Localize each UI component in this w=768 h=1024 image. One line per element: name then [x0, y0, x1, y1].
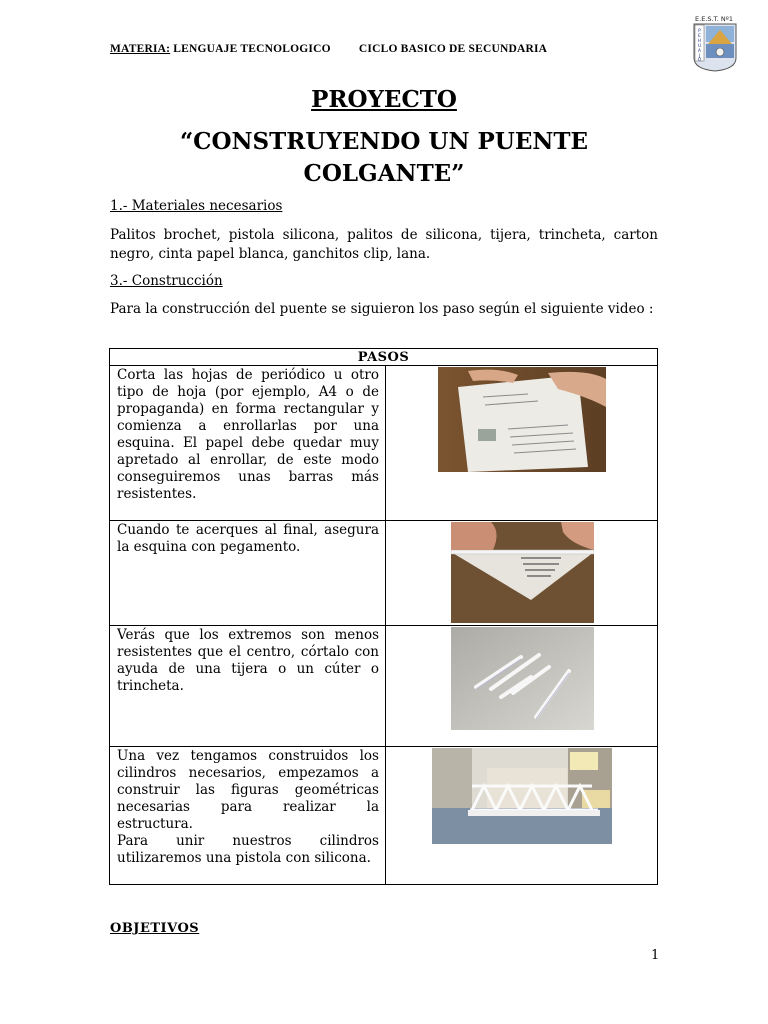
page-header	[110, 43, 547, 55]
svg-text:H: H	[697, 39, 702, 44]
gluing-paper-corner-photo	[451, 522, 594, 623]
hands-rolling-paper-photo	[438, 367, 606, 472]
paper-bridge-structure-photo	[432, 748, 612, 844]
materia-value: LENGUAJE TECNOLOGICO	[173, 43, 331, 55]
step-text: Verás que los extremos son menos resistentes que el centro, córtalo con ayuda de una tijera o un cúter o trincheta.	[110, 626, 386, 747]
page-number: 1	[651, 948, 660, 963]
svg-text:E: E	[698, 34, 701, 39]
step-text: Cuando te acerques al final, asegura la esquina con pegamento.	[110, 521, 386, 626]
steps-table	[109, 348, 658, 885]
table-row	[110, 626, 658, 747]
svg-text:P: P	[698, 29, 701, 34]
svg-text:J: J	[698, 54, 701, 59]
ciclo-label: CICLO BASICO DE SECUNDARIA	[358, 43, 548, 55]
svg-text:A: A	[697, 49, 702, 54]
svg-text:Ó: Ó	[697, 58, 702, 63]
svg-text:U: U	[697, 44, 702, 49]
project-subtitle: “CONSTRUYENDO UN PUENTE COLGANTE”	[179, 128, 589, 187]
steps-table-header: PASOS	[110, 349, 658, 366]
table-row	[110, 747, 658, 885]
step-text: Una vez tengamos construidos los cilindros necesarios, empezamos a construir las figuras geométricas necesarias para realizar la estructura. Para unir nuestros cilindros utilizaremos una pistola con silicona.	[110, 747, 386, 885]
section-construction-heading: 3.- Construcción	[110, 273, 223, 289]
table-row	[110, 521, 658, 626]
school-logo	[690, 14, 738, 72]
step-image-cell	[386, 366, 658, 521]
materia-label: MATERIA:	[110, 43, 171, 55]
section-materials-text: Palitos brochet, pistola silicona, palitos de silicona, tijera, trincheta, carton negro, cinta papel blanca, ganchitos clip, lana.	[110, 227, 658, 262]
step-image-cell	[386, 747, 658, 885]
svg-text:E.E.S.T. Nº1: E.E.S.T. Nº1	[695, 15, 733, 23]
objetivos-heading: OBJETIVOS	[110, 921, 200, 936]
paper-rods-photo	[451, 627, 594, 730]
project-title: PROYECTO	[311, 86, 457, 113]
section-construction-text: Para la construcción del puente se siguieron los paso según el siguiente video :	[110, 301, 654, 317]
step-image-cell	[386, 626, 658, 747]
section-materials-heading: 1.- Materiales necesarios	[110, 198, 283, 214]
step-image-cell	[386, 521, 658, 626]
table-row	[110, 366, 658, 521]
step-text: Corta las hojas de periódico u otro tipo de hoja (por ejemplo, A4 o de propaganda) en forma rectangular y comienza a enrollarlas por una esquina. El papel debe quedar muy apretado al enrollar, de este modo conseguiremos unas barras más resistentes.	[110, 366, 386, 521]
